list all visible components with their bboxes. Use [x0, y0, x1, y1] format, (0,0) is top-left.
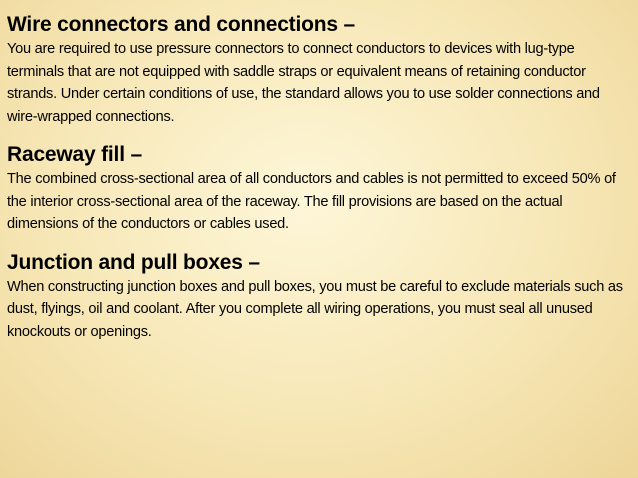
section-body: You are required to use pressure connectors to connect conductors to devices with lug-type terminals that are not equipped with saddle straps or equivalent means of retaining conductor strands. Under certain conditions of use, the standard allows you to use solder connections and wire-wrapped connections. — [7, 41, 600, 125]
section-body: When constructing junction boxes and pull boxes, you must be careful to exclude materials such as dust, flyings, oil and coolant. After you complete all wiring operations, you must seal all unused knockouts or openings. — [7, 278, 623, 340]
section-wire-connectors — [7, 12, 631, 128]
section-raceway-fill — [7, 142, 631, 236]
section-heading: Wire connectors and connections – — [7, 13, 355, 36]
section-heading: Raceway fill – — [7, 143, 142, 166]
section-body: The combined cross-sectional area of all conductors and cables is not permitted to exceed 50% of the interior cross-sectional area of the raceway. The fill provisions are based on the actual dimensions of the conductors or cables used. — [7, 171, 616, 232]
section-heading: Junction and pull boxes – — [7, 250, 260, 274]
slide-content — [7, 12, 631, 351]
section-junction-pull-boxes — [7, 250, 631, 344]
